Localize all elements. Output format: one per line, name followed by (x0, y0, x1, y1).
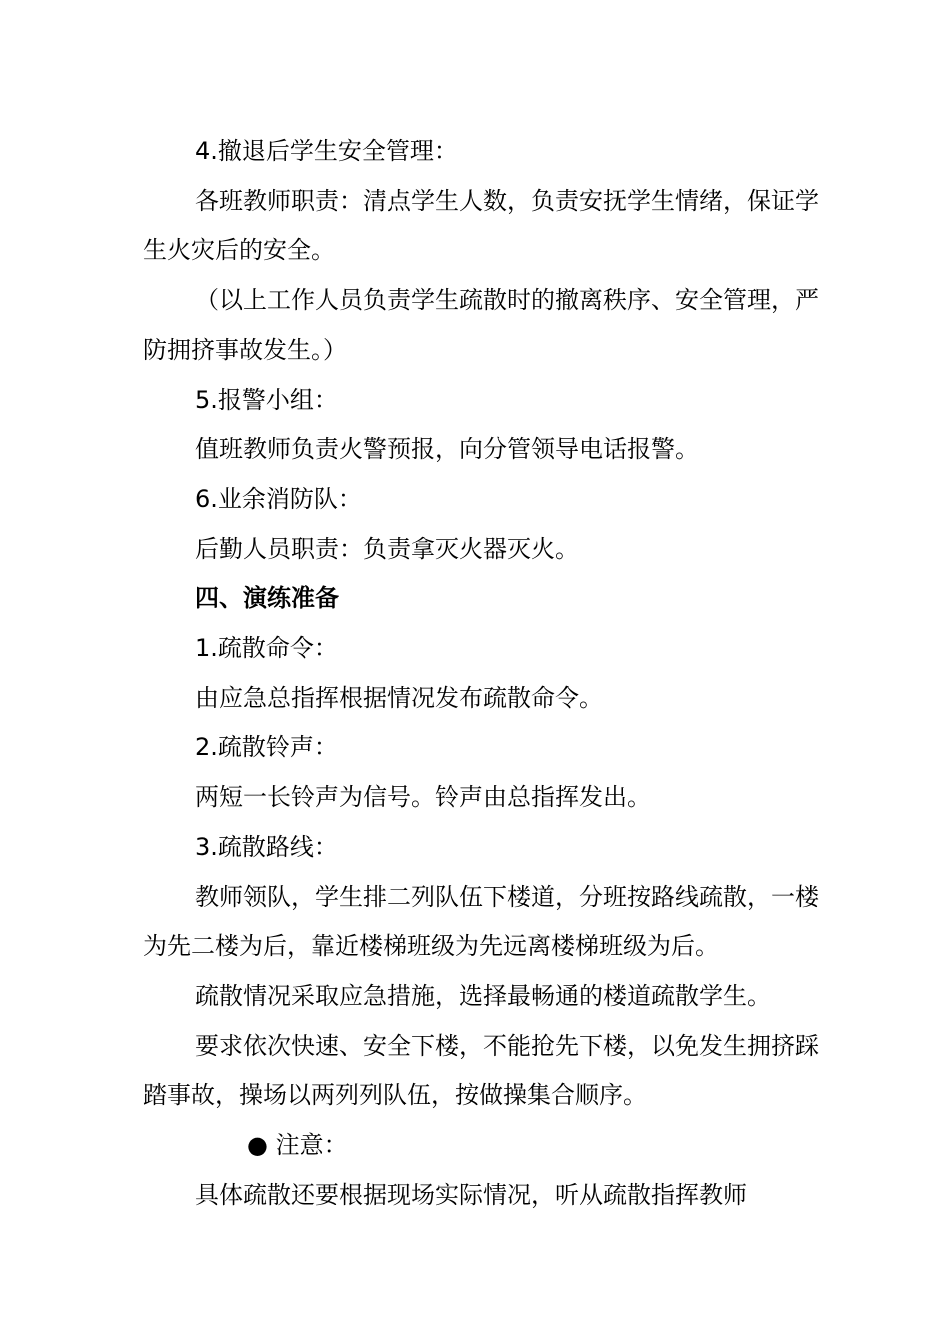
paragraph-evacuation-safety-heading: 4.撤退后学生安全管理： (195, 137, 458, 165)
paragraph-evacuation-order-heading: 1.疏散命令： (195, 634, 338, 663)
paragraph-teacher-duties: 各班教师职责：清点学生人数，负责安抚学生情绪，保证学生火灾后的安全。 (143, 186, 819, 265)
paragraph-alarm-team-heading: 5.报警小组： (195, 385, 338, 414)
section-heading-drill-preparation: 四、演练准备 (195, 584, 339, 613)
paragraph-evacuation-order: 由应急总指挥根据情况发布疏散命令。 (195, 683, 603, 712)
paragraph-staff-note: （以上工作人员负责学生疏散时的撤离秩序、安全管理，严防拥挤事故发生。） (143, 286, 819, 364)
paragraph-evacuation-bell: 两短一长铃声为信号。铃声由总指挥发出。 (195, 783, 651, 812)
paragraph-evacuation-route: 教师领队，学生排二列队伍下楼道，分班按路线疏散，一楼为先二楼为后，靠近楼梯班级为先远离楼梯班级为后。 (143, 882, 819, 961)
paragraph-evacuation-bell-heading: 2.疏散铃声： (195, 733, 338, 762)
paragraph-notice-detail: 具体疏散还要根据现场实际情况，听从疏散指挥教师 (195, 1180, 747, 1209)
bullet-icon: ● (247, 1131, 268, 1160)
paragraph-alarm-team-duty: 值班教师负责火警预报，向分管领导电话报警。 (195, 435, 699, 464)
paragraph-notice-heading (143, 1121, 833, 1171)
paragraph-fire-brigade-duty: 后勤人员职责：负责拿灭火器灭火。 (195, 534, 579, 563)
paragraph-evacuation-route-heading: 3.疏散路线： (195, 832, 338, 861)
paragraph-fire-brigade-heading: 6.业余消防队： (195, 484, 362, 513)
paragraph-stair-requirements: 要求依次快速、安全下楼，不能抢先下楼，以免发生拥挤踩踏事故，操场以两列列队伍，按做操集合顺序。 (143, 1031, 819, 1110)
notice-label: 注意： (267, 1131, 348, 1160)
paragraph-emergency-measures: 疏散情况采取应急措施，选择最畅通的楼道疏散学生。 (195, 981, 771, 1010)
document-body (143, 127, 833, 1220)
